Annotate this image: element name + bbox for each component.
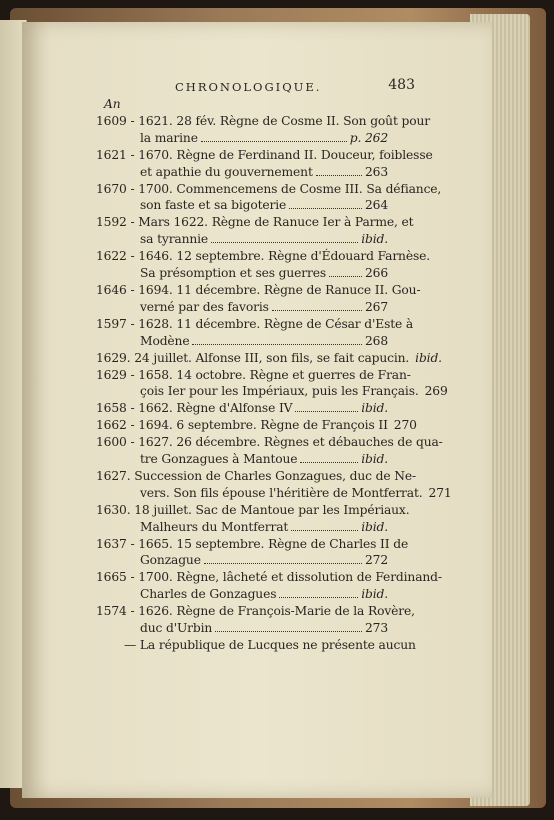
page-reference: 263 xyxy=(364,164,388,179)
entry-line: 1609 - 1621. 28 fév. Règne de Cosme II. Son goût pour xyxy=(96,113,430,128)
page-reference: 267 xyxy=(364,299,388,314)
entry-text: son faste et sa bigoterie xyxy=(140,198,287,213)
page-reference: 273 xyxy=(364,621,388,636)
running-title: CHRONOLOGIQUE. xyxy=(175,80,322,94)
entry-text: la marine xyxy=(140,130,198,145)
entry-leader-line xyxy=(96,265,388,282)
entry-line: 1622 - 1646. 12 septembre. Règne d'Édouard Farnèse. xyxy=(96,249,430,264)
chronology-entry xyxy=(96,181,442,215)
entry-line: 1646 - 1694. 11 décembre. Règne de Ranuce II. Gou- xyxy=(96,282,421,297)
entry-text: 1658 - 1662. Règne d'Alfonse IV xyxy=(96,401,293,416)
chronology-entry xyxy=(96,367,448,401)
entry-line: 1621 - 1670. Règne de Ferdinand II. Douceur, foiblesse xyxy=(96,147,433,162)
entry-text: Sa présomption et ses guerres xyxy=(140,266,327,281)
page-reference: 272 xyxy=(364,553,388,568)
entry-text: Gonzague xyxy=(140,553,201,568)
dot-leader xyxy=(295,403,358,413)
entry-line: 1630. 18 juillet. Sac de Mantoue par les Impériaux. xyxy=(96,502,410,517)
entry-leader-line xyxy=(96,333,388,350)
chronology-entry xyxy=(96,214,414,248)
entry-leader-line xyxy=(96,383,448,400)
entry-text: Malheurs du Montferrat xyxy=(140,519,289,534)
entry-text: sa tyrannie xyxy=(140,232,209,247)
entry-line: 1627. Succession de Charles Gonzagues, duc de Ne- xyxy=(96,468,416,483)
entry-text: Charles de Gonzagues xyxy=(140,587,277,602)
entry-line: 1592 - Mars 1622. Règne de Ranuce Ier à Parme, et xyxy=(96,215,414,230)
dot-leader xyxy=(329,267,362,277)
entry-line: 1597 - 1628. 11 décembre. Règne de César d'Este à xyxy=(96,316,414,331)
page-reference: 269 xyxy=(424,384,448,399)
entry-text: verné par des favoris xyxy=(140,299,269,314)
dot-leader xyxy=(300,453,358,463)
chronology-entry xyxy=(96,147,433,181)
entry-leader-line xyxy=(96,299,388,316)
entry-leader-line xyxy=(96,485,452,502)
entry-line: 1574 - 1626. Règne de François-Marie de la Rovère, xyxy=(96,604,415,619)
page-reference: 266 xyxy=(364,266,388,281)
year-column-label: An xyxy=(104,97,121,111)
entry-line: 1629 - 1658. 14 octobre. Règne et guerres de Fran- xyxy=(96,367,411,382)
dot-leader xyxy=(272,301,362,311)
chronology-entry xyxy=(96,536,409,570)
entry-text: et apathie du gouvernement xyxy=(140,164,313,179)
page-reference: 270 xyxy=(393,418,417,433)
entry-leader-line xyxy=(96,164,388,181)
page-reference: ibid. xyxy=(361,452,388,467)
dot-leader xyxy=(201,132,347,142)
entry-line: 1665 - 1700. Règne, lâcheté et dissolution de Ferdinand- xyxy=(96,570,442,585)
page-number: 483 xyxy=(388,77,415,93)
entry-leader-line xyxy=(96,197,388,214)
page-reference: ibid. xyxy=(361,519,388,534)
chronology-text xyxy=(96,96,452,654)
chronology-entry xyxy=(96,113,430,147)
entry-line: 1637 - 1665. 15 septembre. Règne de Charles II de xyxy=(96,536,409,551)
entry-leader-line xyxy=(96,400,388,417)
entry-leader-line xyxy=(96,451,388,468)
chronology-entry xyxy=(96,316,414,350)
chronology-entry xyxy=(96,400,388,417)
dot-leader xyxy=(215,622,362,632)
entry-leader-line xyxy=(96,231,388,248)
entry-leader-line xyxy=(96,350,442,367)
page-reference: 268 xyxy=(364,333,388,348)
page-reference: ibid. xyxy=(361,401,388,416)
entry-leader-line xyxy=(96,130,388,147)
page-reference: ibid. xyxy=(361,587,388,602)
final-line: — La république de Lucques ne présente aucun xyxy=(124,638,416,652)
page-header xyxy=(175,77,415,96)
chronology-entry xyxy=(96,350,442,367)
chronology-entry xyxy=(96,502,410,536)
entry-leader-line xyxy=(96,552,388,569)
dot-leader xyxy=(279,589,358,599)
page-reference: ibid. xyxy=(415,350,442,365)
dot-leader xyxy=(316,166,362,176)
chronology-entry xyxy=(96,569,442,603)
entry-line: 1670 - 1700. Commencemens de Cosme III. Sa défiance, xyxy=(96,181,442,196)
chronology-entry xyxy=(96,417,417,434)
entry-leader-line xyxy=(96,586,388,603)
entry-leader-line xyxy=(96,620,388,637)
dot-leader xyxy=(204,555,362,565)
dot-leader xyxy=(211,234,358,244)
dot-leader xyxy=(289,200,362,210)
chronology-entry xyxy=(96,603,415,637)
page-reference: ibid. xyxy=(361,232,388,247)
entry-text: duc d'Urbin xyxy=(140,621,213,636)
entry-line: 1600 - 1627. 26 décembre. Règnes et débauches de qua- xyxy=(96,435,443,450)
entry-leader-line xyxy=(96,519,388,536)
chronology-entry xyxy=(96,434,443,468)
entry-text: 1662 - 1694. 6 septembre. Règne de François II xyxy=(96,418,388,433)
chronology-entry xyxy=(96,468,452,502)
page-reference: 271 xyxy=(428,485,452,500)
dot-leader xyxy=(192,335,362,345)
entry-text: tre Gonzagues à Mantoue xyxy=(140,452,298,467)
page-reference: p. 262 xyxy=(349,130,388,145)
entry-text: çois Ier pour les Impériaux, puis les Français. xyxy=(140,384,419,399)
page-reference: 264 xyxy=(364,198,388,213)
chronology-entry xyxy=(96,282,421,316)
entry-text: Modène xyxy=(140,333,190,348)
entry-text: vers. Son fils épouse l'héritière de Montferrat. xyxy=(140,485,423,500)
dot-leader xyxy=(291,521,358,531)
chronology-entry xyxy=(96,248,430,282)
entry-text: 1629. 24 juillet. Alfonse III, son fils, se fait capucin. xyxy=(96,350,410,365)
entry-leader-line xyxy=(96,417,417,434)
